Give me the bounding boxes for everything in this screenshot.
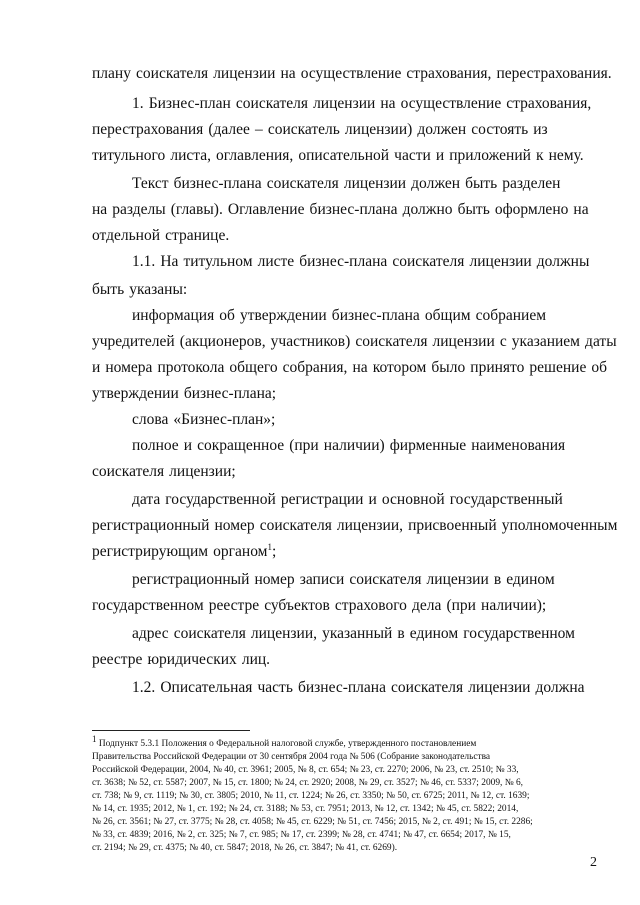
text-line: на разделы (главы). Оглавление бизнес-плана должно быть оформлено на [92,201,589,218]
footnote-text: Подпункт 5.3.1 Положения о Федеральной налоговой службе, утвержденного постановлением [98,739,477,749]
text-line: регистрационный номер записи соискателя лицензии в едином [132,571,555,588]
text-line: учредителей (акционеров, участников) соискателя лицензии с указанием даты [92,333,617,350]
footnote-line: ст. 2194; № 29, ст. 4375; № 40, ст. 5847; 2018, № 26, ст. 3847; № 41, ст. 6269). [92,843,398,853]
footnote-separator [92,730,250,731]
footnote-line: ст. 738; № 9, ст. 1119; № 30, ст. 3805; 2010, № 11, ст. 1224; № 26, ст. 3350; № 50, ст. 6725; 2011, № 12, ст. 1639; [92,791,530,801]
text-line: перестрахования (далее – соискатель лицензии) должен состоять из [92,121,548,138]
text-line: государственном реестре субъектов страхового дела (при наличии); [92,597,547,614]
text-line: регистрационный номер соискателя лицензии, присвоенный уполномоченным [92,517,618,534]
text-line: утверждении бизнес-плана; [92,385,277,402]
text-line: дата государственной регистрации и основной государственный [132,491,563,508]
footnote-marker: 1 [92,733,97,744]
text-line: адрес соискателя лицензии, указанный в едином государственном [132,625,575,642]
footnote-line: № 33, ст. 4839; 2016, № 2, ст. 325; № 7, ст. 985; № 17, ст. 2399; № 28, ст. 4741; № 47, ст. 6654; 2017, № 15, [92,830,511,840]
footnote-line: № 26, ст. 3561; № 27, ст. 3775; № 28, ст. 4058; № 45, ст. 6229; № 51, ст. 7456; 2015, № 2, ст. 491; № 15, ст. 2286; [92,817,533,827]
text-line: 1.1. На титульном листе бизнес-плана соискателя лицензии должны [132,253,590,270]
footnote-line: ст. 3638; № 52, ст. 5587; 2007, № 15, ст. 1800; № 24, ст. 2920; 2008, № 29, ст. 3527; № 46, ст. 5337; 2009, № 6, [92,778,524,788]
text-line: 1.2. Описательная часть бизнес-плана соискателя лицензии должна [132,679,585,696]
text-line: информация об утверждении бизнес-плана общим собранием [132,307,547,324]
text-line: слова «Бизнес-план»; [132,411,276,428]
text-line: соискателя лицензии; [92,463,236,480]
footnote-line: № 14, ст. 1935; 2012, № 1, ст. 192; № 24, ст. 3188; № 53, ст. 7951; 2013, № 12, ст. 1342; № 45, ст. 5822; 2014, [92,804,519,814]
footnote-line: Правительства Российской Федерации от 30 сентября 2004 года № 506 (Собрание законодательства [92,752,491,762]
text-line: титульного листа, оглавления, описательной части и приложений к нему. [92,147,584,164]
text-line: 1. Бизнес-план соискателя лицензии на осуществление страхования, [132,95,592,112]
text-line: плану соискателя лицензии на осуществление страхования, перестрахования. [92,65,612,82]
text-line: отдельной странице. [92,227,230,244]
text-line: полное и сокращенное (при наличии) фирменные наименования [132,437,566,454]
footnote-line: Российской Федерации, 2004, № 40, ст. 3961; 2005, № 8, ст. 654; № 23, ст. 2270; 2006, № 23, ст. 2510; № 33, [92,765,519,775]
footnote-reference[interactable]: 1 [267,541,272,552]
text-line: быть указаны: [92,281,188,298]
page-number: 2 [590,855,597,870]
text-line: реестре юридических лиц. [92,651,271,668]
text-line: и номера протокола общего собрания, на котором было принято решение об [92,359,608,376]
text-line: Текст бизнес-плана соискателя лицензии должен быть разделен [132,175,561,192]
text-line-with-footnote [92,542,602,562]
text-line: регистрирующим органом [92,543,268,560]
footnote-ref-suffix: ; [271,543,277,560]
footnote-line [92,733,600,751]
